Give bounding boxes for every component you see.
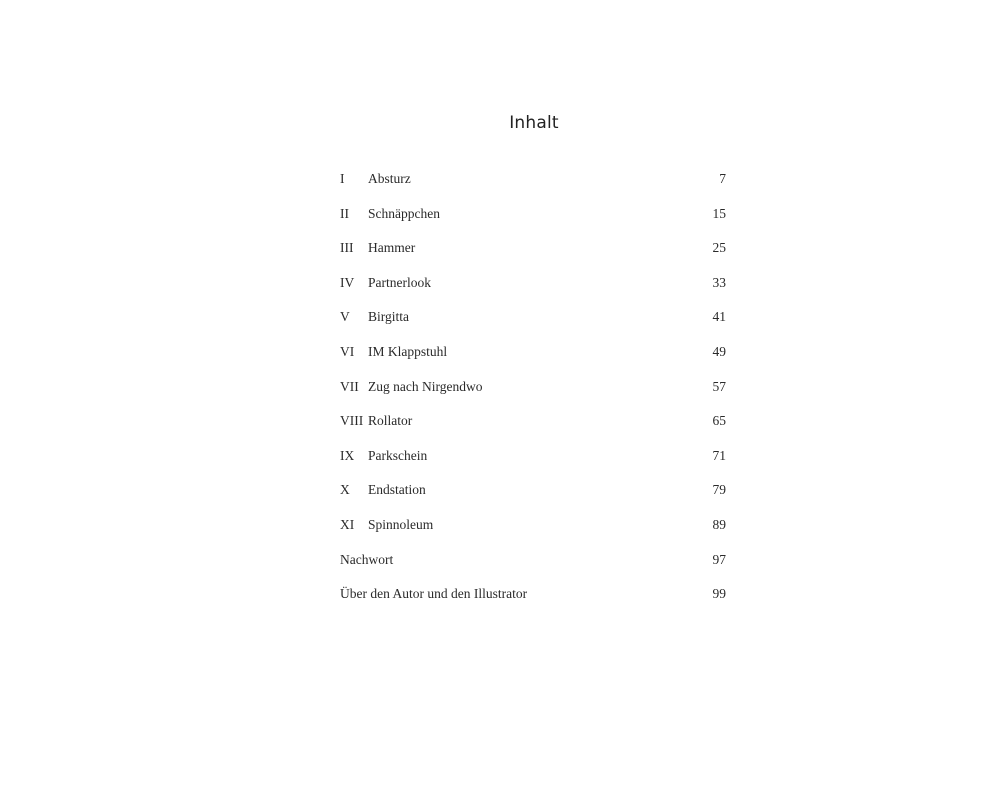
toc-entry: [340, 309, 726, 344]
toc-page-number: 89: [712, 516, 726, 532]
toc-chapter-number: XI: [340, 516, 355, 532]
toc-chapter-number: II: [340, 205, 349, 221]
toc-chapter-number: IV: [340, 274, 355, 290]
toc-section-title: Nachwort: [340, 551, 394, 567]
toc-chapter-number: X: [340, 482, 350, 498]
toc-entry: [340, 413, 726, 448]
toc-chapter-title: Spinnoleum: [368, 516, 434, 532]
toc-chapter-title: Rollator: [368, 413, 413, 429]
toc-page-number: 7: [719, 171, 726, 186]
toc-entry: [340, 344, 726, 379]
toc-entry: [340, 448, 726, 483]
toc-entry: [340, 552, 726, 587]
toc-entry: [340, 275, 726, 310]
toc-chapter-title: Birgitta: [368, 309, 410, 325]
toc-chapter-title: Hammer: [368, 240, 416, 256]
toc-section-title: Über den Autor und den Illustrator: [340, 586, 528, 602]
toc-entry: [340, 482, 726, 517]
toc-page-number: 57: [712, 378, 726, 394]
toc-chapter-title: Parkschein: [368, 447, 428, 463]
toc-page-number: 25: [712, 240, 726, 256]
toc-entry: [340, 586, 726, 621]
toc-entry: [340, 240, 726, 275]
toc-entry: [340, 171, 726, 206]
toc-chapter-number: III: [340, 240, 354, 256]
toc-page-number: 15: [712, 205, 726, 221]
toc-chapter-title: IM Klappstuhl: [368, 343, 448, 359]
toc-chapter-number: VII: [340, 378, 359, 394]
toc-page-number: 97: [712, 551, 726, 567]
page-title: Inhalt: [509, 113, 559, 133]
toc-page-number: 65: [712, 413, 726, 429]
toc-page-number: 49: [712, 343, 726, 359]
toc-page-number: 99: [712, 586, 726, 602]
toc-entry: [340, 206, 726, 241]
toc-chapter-title: Partnerlook: [368, 274, 431, 290]
toc-chapter-number: IX: [340, 447, 355, 463]
toc-chapter-number: V: [340, 309, 350, 325]
toc-chapter-title: Zug nach Nirgendwo: [368, 378, 483, 394]
toc-chapter-number: I: [340, 171, 345, 186]
toc-chapter-number: VI: [340, 343, 355, 359]
toc-entry: [340, 379, 726, 414]
toc-chapter-title: Schnäppchen: [368, 205, 440, 221]
toc-page-number: 71: [712, 447, 726, 463]
toc-chapter-title: Endstation: [368, 482, 426, 498]
toc-page-number: 33: [712, 274, 726, 290]
table-of-contents: [340, 171, 726, 621]
toc-page-number: 41: [712, 309, 726, 325]
toc-chapter-number: VIII: [340, 413, 364, 429]
toc-chapter-title: Absturz: [368, 171, 411, 186]
toc-page-number: 79: [712, 482, 726, 498]
toc-entry: [340, 517, 726, 552]
